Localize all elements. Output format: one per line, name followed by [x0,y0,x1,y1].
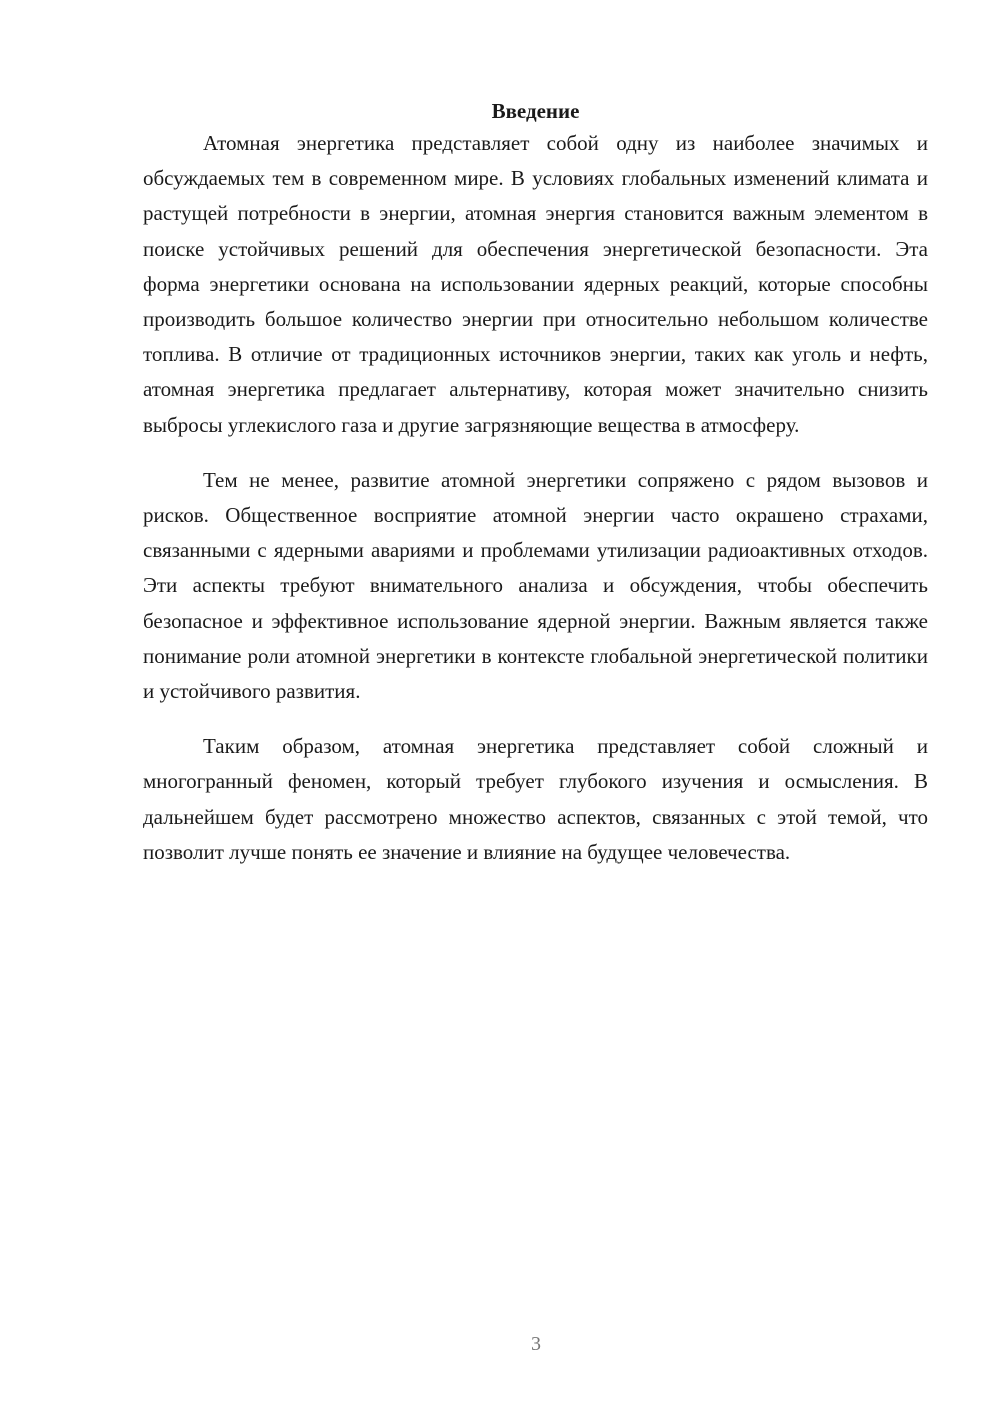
page-content [143,96,928,870]
paragraph-2: Тем не менее, развитие атомной энергетики сопряжено с рядом вызовов и рисков. Общественное восприятие атомной энергии часто окрашено страхами, связанными с ядерными авариями и проблемами утилизации радиоактивных отходов. Эти аспекты требуют внимательного анализа и обсуждения, чтобы обеспечить безопасное и эффективное использование ядерной энергии. Важным является также понимание роли атомной энергетики в контексте глобальной энергетической политики и устойчивого развития. [143,467,928,704]
paragraph-3: Таким образом, атомная энергетика представляет собой сложный и многогранный феномен, который требует глубокого изучения и осмысления. В дальнейшем будет рассмотрено множество аспектов, связанных с этой темой, что позволит лучше понять ее значение и влияние на будущее человечества. [143,734,928,864]
page-number: 3 [531,1333,541,1355]
paragraph-1: Атомная энергетика представляет собой одну из наиболее значимых и обсуждаемых тем в современном мире. В условиях глобальных изменений климата и растущей потребности в энергии, атомная энергия становится важным элементом в поиске устойчивых решений для обеспечения энергетической безопасности. Эта форма энергетики основана на использовании ядерных реакций, которые способны производить большое количество энергии при относительно небольшом количестве топлива. В отличие от традиционных источников энергии, таких как уголь и нефть, атомная энергетика предлагает альтернативу, которая может значительно снизить выбросы углекислого газа и другие загрязняющие вещества в атмосферу. [143,131,928,437]
section-title: Введение [491,99,580,123]
